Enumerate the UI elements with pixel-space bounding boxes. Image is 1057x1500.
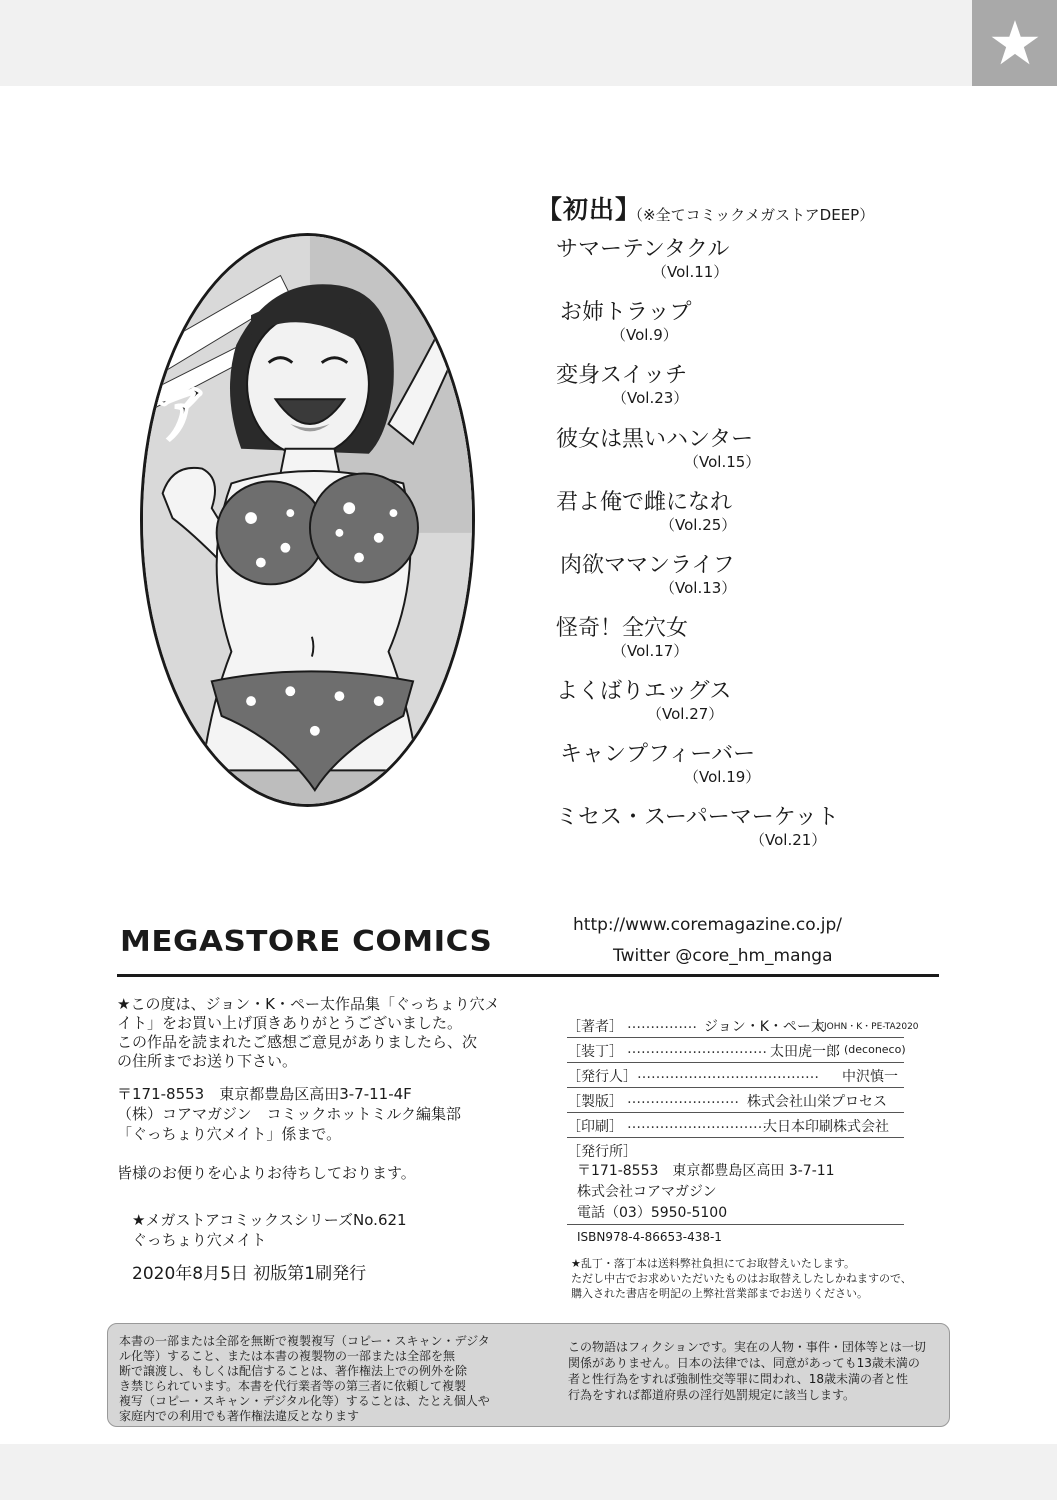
- story-title: 肉欲ママンライフ: [560, 553, 735, 578]
- publisher-brand: MEGASTORE COMICS: [120, 925, 493, 959]
- copyright-notice-line: 本書の一部または全部を無断で複製複写（コピー・スキャン・デジタ: [119, 1334, 490, 1348]
- bottom-band: [0, 1444, 1057, 1500]
- credit-value: ジョン・K・ペー太: [704, 1019, 825, 1035]
- copyright-notice-line: き禁じられています。本書を代行業者等の第三者に依頼して複製: [119, 1379, 467, 1393]
- credit-value: 中沢慎一: [842, 1069, 898, 1085]
- story-title: キャンプフィーバー: [560, 742, 756, 767]
- mailing-address-line: （株）コアマガジン コミックホットミルク編集部: [117, 1105, 462, 1123]
- story-title: よくばりエッグス: [556, 679, 732, 704]
- reader-message-line: この作品を読まれたご感想ご意見がありましたら、次: [117, 1033, 478, 1051]
- fiction-notice-line: 行為をすれば都道府県の淫行処罰規定に該当します。: [568, 1388, 856, 1402]
- closing-message: 皆様のお便りを心よりお待ちしております。: [117, 1164, 416, 1182]
- credit-leader: ……………………: [627, 1091, 739, 1107]
- top-band: [0, 0, 1057, 86]
- credit-value: 大日本印刷株式会社: [763, 1119, 889, 1135]
- credit-copyright: ©JOHN・K・PE-TA2020: [815, 1022, 919, 1032]
- story-title: 怪奇！全穴女: [556, 616, 689, 641]
- story-title: ミセス・スーパーマーケット: [556, 805, 839, 830]
- story-volume: （Vol.23）: [612, 389, 689, 407]
- story-volume: （Vol.19）: [684, 768, 761, 786]
- website-link[interactable]: http://www.coremagazine.co.jp/: [573, 915, 843, 935]
- story-volume: （Vol.25）: [660, 516, 737, 534]
- credit-design: [567, 1041, 907, 1061]
- mailing-address-line: 「ぐっちょり穴メイト」係まで。: [117, 1125, 342, 1143]
- credit-rule: [567, 1224, 904, 1225]
- publisher-label: ［発行所］: [567, 1144, 637, 1160]
- first-appearance-heading: 【初出】: [537, 195, 642, 224]
- credit-printing: [567, 1116, 907, 1136]
- credit-leader: …………………………: [627, 1041, 767, 1057]
- reader-message-line: ★この度は、ジョン・K・ペー太作品集「ぐっちょり穴メ: [117, 995, 500, 1013]
- story-volume: （Vol.9）: [611, 326, 678, 344]
- credit-value: 株式会社山栄プロセス: [747, 1094, 887, 1110]
- credit-leader: …………………………: [627, 1116, 767, 1132]
- isbn: ISBN978-4-86653-438-1: [577, 1230, 722, 1244]
- return-notice-line: ただし中古でお求めいただいたものはお取替えしたしかねますので、: [571, 1272, 912, 1285]
- copyright-notice-line: 家庭内での利用でも著作権法違反となります: [119, 1409, 360, 1423]
- story-title: 彼女は黒いハンター: [556, 427, 754, 452]
- star-tab: [972, 0, 1057, 86]
- legal-notice-box: [107, 1323, 950, 1427]
- mailing-address-line: 〒171-8553 東京都豊島区高田3-7-11-4F: [117, 1085, 412, 1103]
- publication-date: 2020年8月5日 初版第1刷発行: [132, 1264, 367, 1284]
- copyright-notice-line: 断で譲渡し、もしくは配信することは、著作権法上での例外を除: [119, 1364, 468, 1378]
- credit-rule: [567, 1112, 904, 1113]
- publisher-phone: 電話（03）5950-5100: [577, 1205, 728, 1221]
- credit-rule: [567, 1137, 904, 1138]
- sfx-text: ア: [146, 373, 219, 454]
- copyright-notice-line: 複写（コピー・スキャン・デジタル化等）することは、たとえ個人や: [119, 1394, 490, 1408]
- series-number: ★メガストアコミックスシリーズNo.621: [132, 1211, 407, 1229]
- credit-author: [567, 1016, 919, 1036]
- story-volume: （Vol.21）: [750, 831, 827, 849]
- credit-label: ［著者］: [567, 1019, 623, 1035]
- credit-label: ［装丁］: [567, 1044, 623, 1060]
- story-title: お姉トラップ: [560, 300, 692, 325]
- story-title: 君よ俺で雌になれ: [556, 490, 733, 515]
- credit-leader: ……………: [627, 1016, 697, 1032]
- return-notice-line: ★乱丁・落丁本は送料弊社負担にてお取替えいたします。: [571, 1257, 855, 1270]
- credit-plate: [567, 1091, 907, 1111]
- copyright-notice-line: ル化等）すること、または本書の複製物の一部または全部を無: [119, 1349, 456, 1363]
- story-volume: （Vol.17）: [612, 642, 689, 660]
- publisher-address: 〒171-8553 東京都豊島区高田 3-7-11: [577, 1163, 835, 1179]
- credit-leader: …………………………………: [637, 1066, 819, 1082]
- credit-publisher-person: [567, 1066, 907, 1086]
- credit-rule: [567, 1037, 904, 1038]
- publisher-company: 株式会社コアマガジン: [577, 1184, 717, 1200]
- credit-rule: [567, 1087, 904, 1088]
- star-icon: [989, 17, 1041, 69]
- divider: [117, 974, 939, 977]
- credit-value: 太田虎一郎: [770, 1044, 840, 1060]
- story-volume: （Vol.11）: [652, 263, 729, 281]
- fiction-notice-line: この物語はフィクションです。実在の人物・事件・団体等とは一切: [568, 1340, 926, 1354]
- credit-rule: [567, 1062, 904, 1063]
- reader-message-line: の住所までお送り下さい。: [117, 1052, 298, 1070]
- fiction-notice-line: 者と性行為をすれば強制性交等罪に問われ、18歳未満の者と性: [568, 1372, 908, 1386]
- book-title: ぐっちょり穴メイト: [132, 1231, 267, 1249]
- story-volume: （Vol.27）: [647, 705, 724, 723]
- return-notice-line: 購入された書店を明記の上弊社営業部までお送りください。: [571, 1287, 868, 1300]
- credit-label: ［発行人］: [567, 1069, 637, 1085]
- story-volume: （Vol.13）: [660, 579, 737, 597]
- fiction-notice-line: 関係がありません。日本の法律では、同意があっても13歳未満の: [568, 1356, 920, 1370]
- twitter-link[interactable]: Twitter @core_hm_manga: [613, 946, 833, 966]
- credit-label: ［印刷］: [567, 1119, 623, 1135]
- first-appearance-note: （※全てコミックメガストアDEEP）: [628, 206, 875, 224]
- reader-message-line: イト」をお買い上げ頂きありがとうございました。: [117, 1014, 463, 1032]
- cover-illustration: [140, 233, 475, 807]
- story-title: サマーテンタクル: [556, 237, 730, 262]
- credit-suffix: (deconeco): [844, 1043, 906, 1056]
- credit-label: ［製版］: [567, 1094, 623, 1110]
- story-volume: （Vol.15）: [684, 453, 761, 471]
- story-title: 変身スイッチ: [556, 363, 688, 388]
